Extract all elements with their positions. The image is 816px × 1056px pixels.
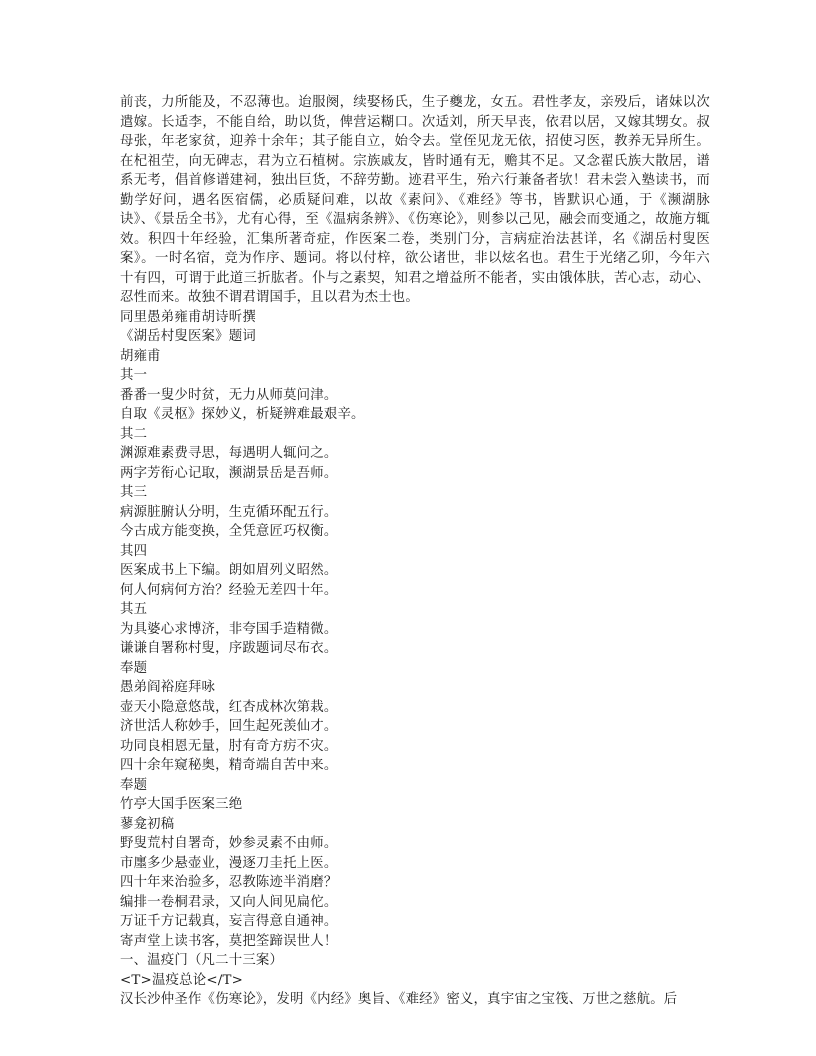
text-line: 汉长沙仲圣作《伤寒论》，发明《内经》奥旨、《难经》密义，真宇宙之宝筏、万世之慈航。后 xyxy=(120,992,678,1007)
text-line: 功同良相恩无量，肘有奇方疠不灾。 xyxy=(120,738,338,754)
text-line: 竹亭大国手医案三绝 xyxy=(120,797,243,812)
text-line: 番番一叟少时贫，无力从师莫问津。 xyxy=(120,387,338,403)
text-line: 编排一卷桐君录，又向人间见扁佗。 xyxy=(120,894,338,910)
text-line: 其一 xyxy=(120,368,148,383)
text-line: 其二 xyxy=(120,426,148,442)
text-line: 市廛多少悬壶业，漫逐刀圭托上医。 xyxy=(120,855,338,871)
text-line: 病源脏腑认分明，生克循环配五行。 xyxy=(120,504,338,520)
text-line: 医案成书上下编。朗如眉列义昭然。 xyxy=(120,563,338,578)
text-line: 四十余年窥秘奥，精奇端自苦中来。 xyxy=(120,758,338,773)
text-line: 为具婆心求博济，非夸国手造精微。 xyxy=(120,621,338,637)
text-line: 今古成方能变换，全凭意匠巧权衡。 xyxy=(120,524,338,539)
text-line: 寄声堂上读书客，莫把筌蹄误世人！ xyxy=(120,933,338,949)
text-line: 其五 xyxy=(120,602,148,617)
text-line: 壶天小隐意悠哉，红杏成林次第栽。 xyxy=(120,699,338,715)
text-line: 蓼龛初稿 xyxy=(120,816,175,832)
text-line: 其三 xyxy=(120,485,148,500)
text-line: 愚弟阎裕庭拜咏 xyxy=(120,680,216,695)
text-line: 其四 xyxy=(120,543,148,559)
text-line: 《湖岳村叟医案》题词 xyxy=(120,329,256,344)
text-lines xyxy=(120,308,710,1010)
text-line: 胡雍甫 xyxy=(120,348,161,364)
text-line: 渊源难素费寻思，每遇明人辄问之。 xyxy=(120,446,338,461)
text-line: 奉题 xyxy=(120,777,148,793)
intro-paragraph: 前丧，力所能及，不忍薄也。迨服阕，续娶杨氏，生子夔龙，女五。君性孝友，亲殁后，诸妹以次遣嫁。长适李，不能自给，助以货，俾营运糊口。次适刘，所天早丧，依君以居，又嫁其甥女。叔母张，年老家贫，迎养十余年；其子能自立，始令去。堂侄见龙无依，招使习医，教养无异所生。在杞祖茔，向无碑志，君为立石植树。宗族戚友，皆时通有无，赡其不足。又念翟氏族大散居，谱系无考，倡首修谱建祠，独出巨货，不辞劳勤。迹君平生，殆六行兼备者欤！君未尝入塾读书，而勤学好问，遇名医宿儒，必质疑问难，以故《素问》、《难经》等书，皆默识心通，于《濒湖脉诀》、《景岳全书》，尤有心得，至《温病条辨》、《伤寒论》，则参以己见，融会而变通之，故施方辄效。积四十年经验，汇集所著奇症，作医案二卷，类别门分，言病症治法甚详，名《湖岳村叟医案》。一时名宿，竞为作序、题词。将以付梓，欲公诸世，非以炫名也。君生于光绪乙卯，今年六十有四，可谓于此道三折肱者。仆与之素契，知君之增益所不能者，实由饿体肤，苦心志，动心、忍性而来。故独不谓君谓国手，且以君为杰士也。 xyxy=(120,95,710,305)
text-line: 自取《灵枢》探妙义，析疑辨难最艰辛。 xyxy=(120,407,365,422)
document-page xyxy=(120,93,710,1010)
text-line: 同里愚弟雍甫胡诗昕撰 xyxy=(120,309,256,325)
text-line: 万证千方记载真，妄言得意自通神。 xyxy=(120,914,338,929)
text-line: 两字芳衔心记取，濒湖景岳是吾师。 xyxy=(120,465,338,481)
text-line: 野叟荒村自署奇，妙参灵素不由师。 xyxy=(120,836,338,851)
text-line: 奉题 xyxy=(120,660,148,676)
text-line: 四十年来治验多，忍教陈迹半消磨？ xyxy=(120,875,338,890)
text-line: <T>温疫总论</T> xyxy=(120,972,244,988)
text-line: 一、温疫门（凡二十三案） xyxy=(120,953,284,968)
text-line: 何人何病何方治？经验无差四十年。 xyxy=(120,582,338,598)
text-line: 济世活人称妙手，回生起死羡仙才。 xyxy=(120,719,338,734)
text-line: 谦谦自署称村叟，序跋题词尽布衣。 xyxy=(120,641,338,656)
